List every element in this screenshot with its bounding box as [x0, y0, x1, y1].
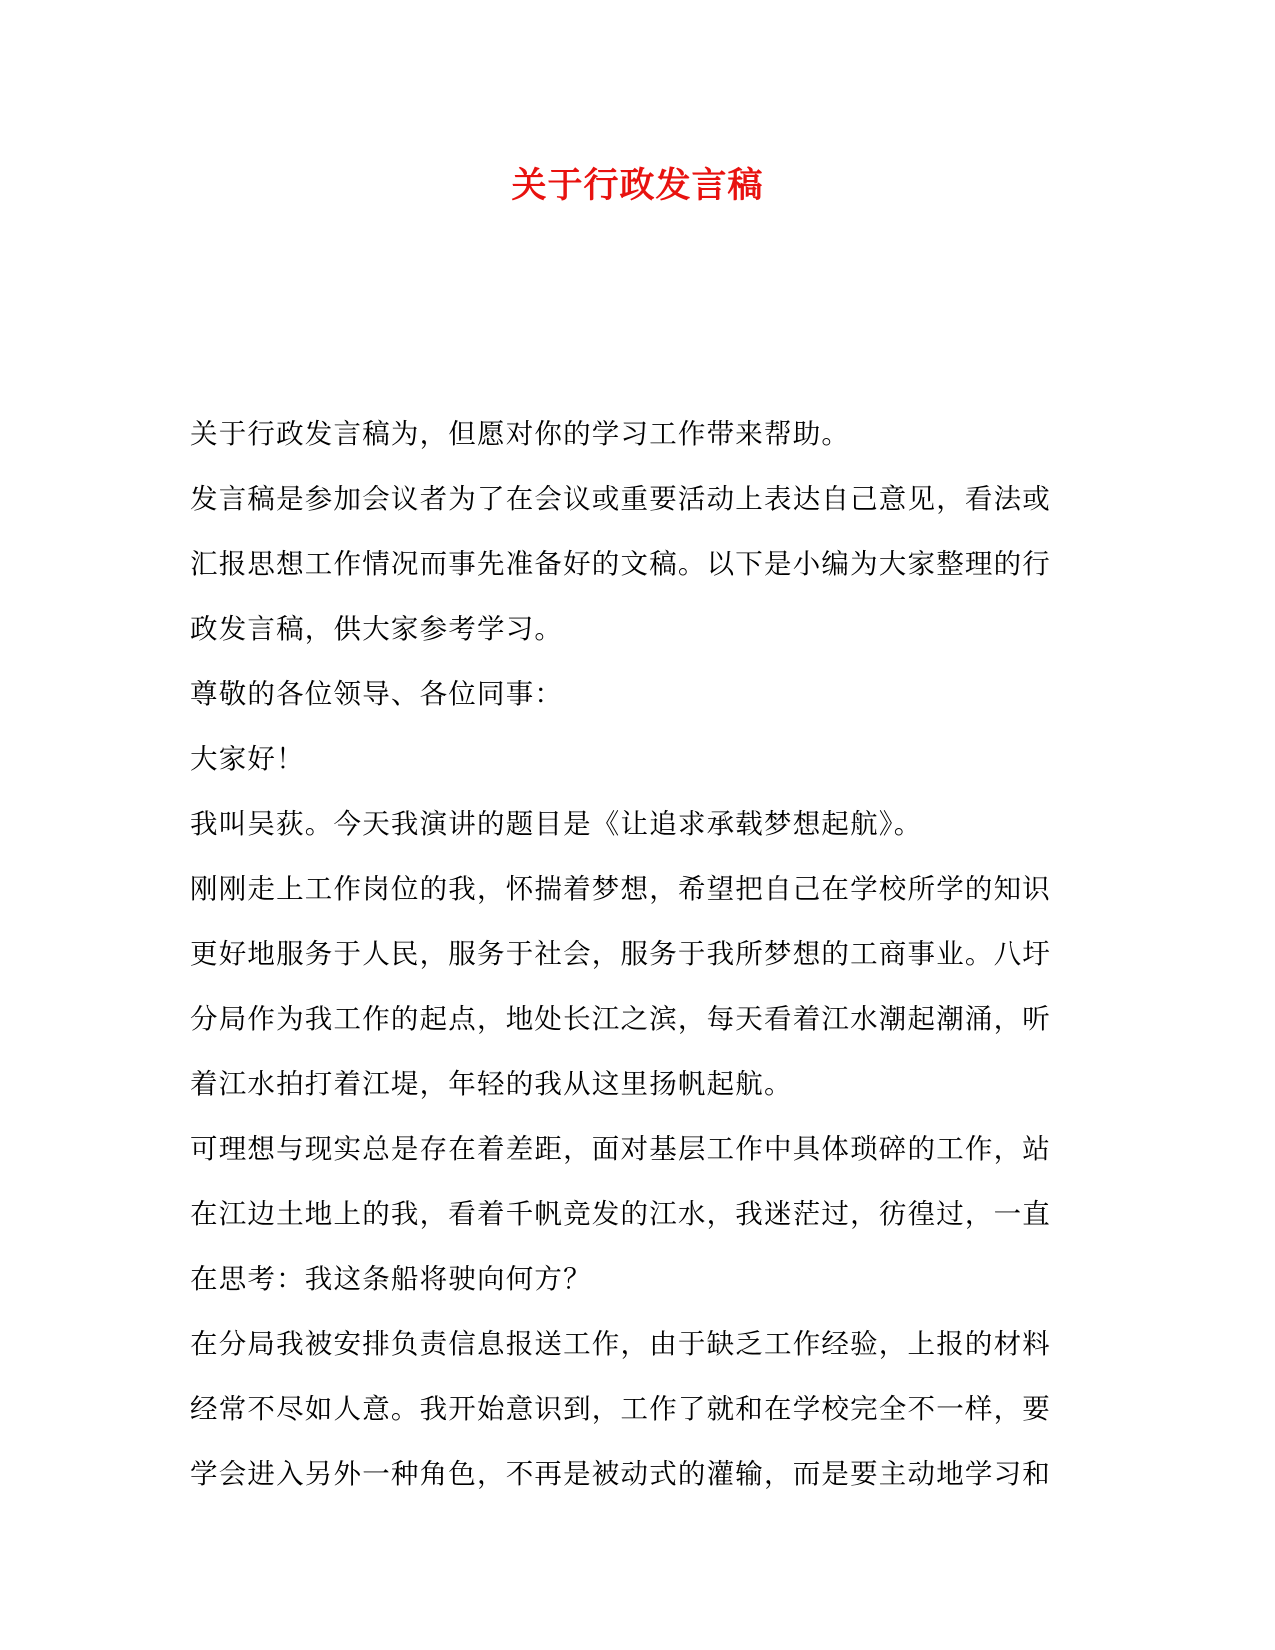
text-line: 发言稿是参加会议者为了在会议或重要活动上表达自己意见，看法或 — [190, 483, 1051, 515]
text-line: 尊敬的各位领导、各位同事： — [190, 678, 564, 710]
text-line: 分局作为我工作的起点，地处长江之滨，每天看着江水潮起潮涌，听 — [190, 1003, 1051, 1035]
text-line: 汇报思想工作情况而事先准备好的文稿。以下是小编为大家整理的行 — [190, 548, 1051, 580]
text-line: 着江水拍打着江堤，年轻的我从这里扬帆起航。 — [190, 1068, 793, 1100]
text-line: 大家好！ — [190, 743, 305, 775]
document-title: 关于行政发言稿 — [511, 165, 764, 206]
text-line: 我叫吴荻。今天我演讲的题目是《让追求承载梦想起航》。 — [190, 808, 923, 840]
text-line: 关于行政发言稿为，但愿对你的学习工作带来帮助。 — [190, 418, 851, 450]
text-line: 更好地服务于人民，服务于社会，服务于我所梦想的工商事业。八圩 — [190, 938, 1051, 970]
text-line: 政发言稿，供大家参考学习。 — [190, 613, 564, 645]
text-line: 学会进入另外一种角色，不再是被动式的灌输，而是要主动地学习和 — [190, 1458, 1051, 1490]
document-body — [190, 412, 1070, 1517]
text-line: 经常不尽如人意。我开始意识到，工作了就和在学校完全不一样，要 — [190, 1393, 1051, 1425]
text-line: 刚刚走上工作岗位的我，怀揣着梦想，希望把自己在学校所学的知识 — [190, 873, 1051, 905]
text-line: 在江边土地上的我，看着千帆竞发的江水，我迷茫过，彷徨过，一直 — [190, 1198, 1051, 1230]
text-line: 可理想与现实总是存在着差距，面对基层工作中具体琐碎的工作，站 — [190, 1133, 1051, 1165]
text-line: 在分局我被安排负责信息报送工作，由于缺乏工作经验，上报的材料 — [190, 1328, 1051, 1360]
text-line: 在思考：我这条船将驶向何方？ — [190, 1263, 592, 1295]
